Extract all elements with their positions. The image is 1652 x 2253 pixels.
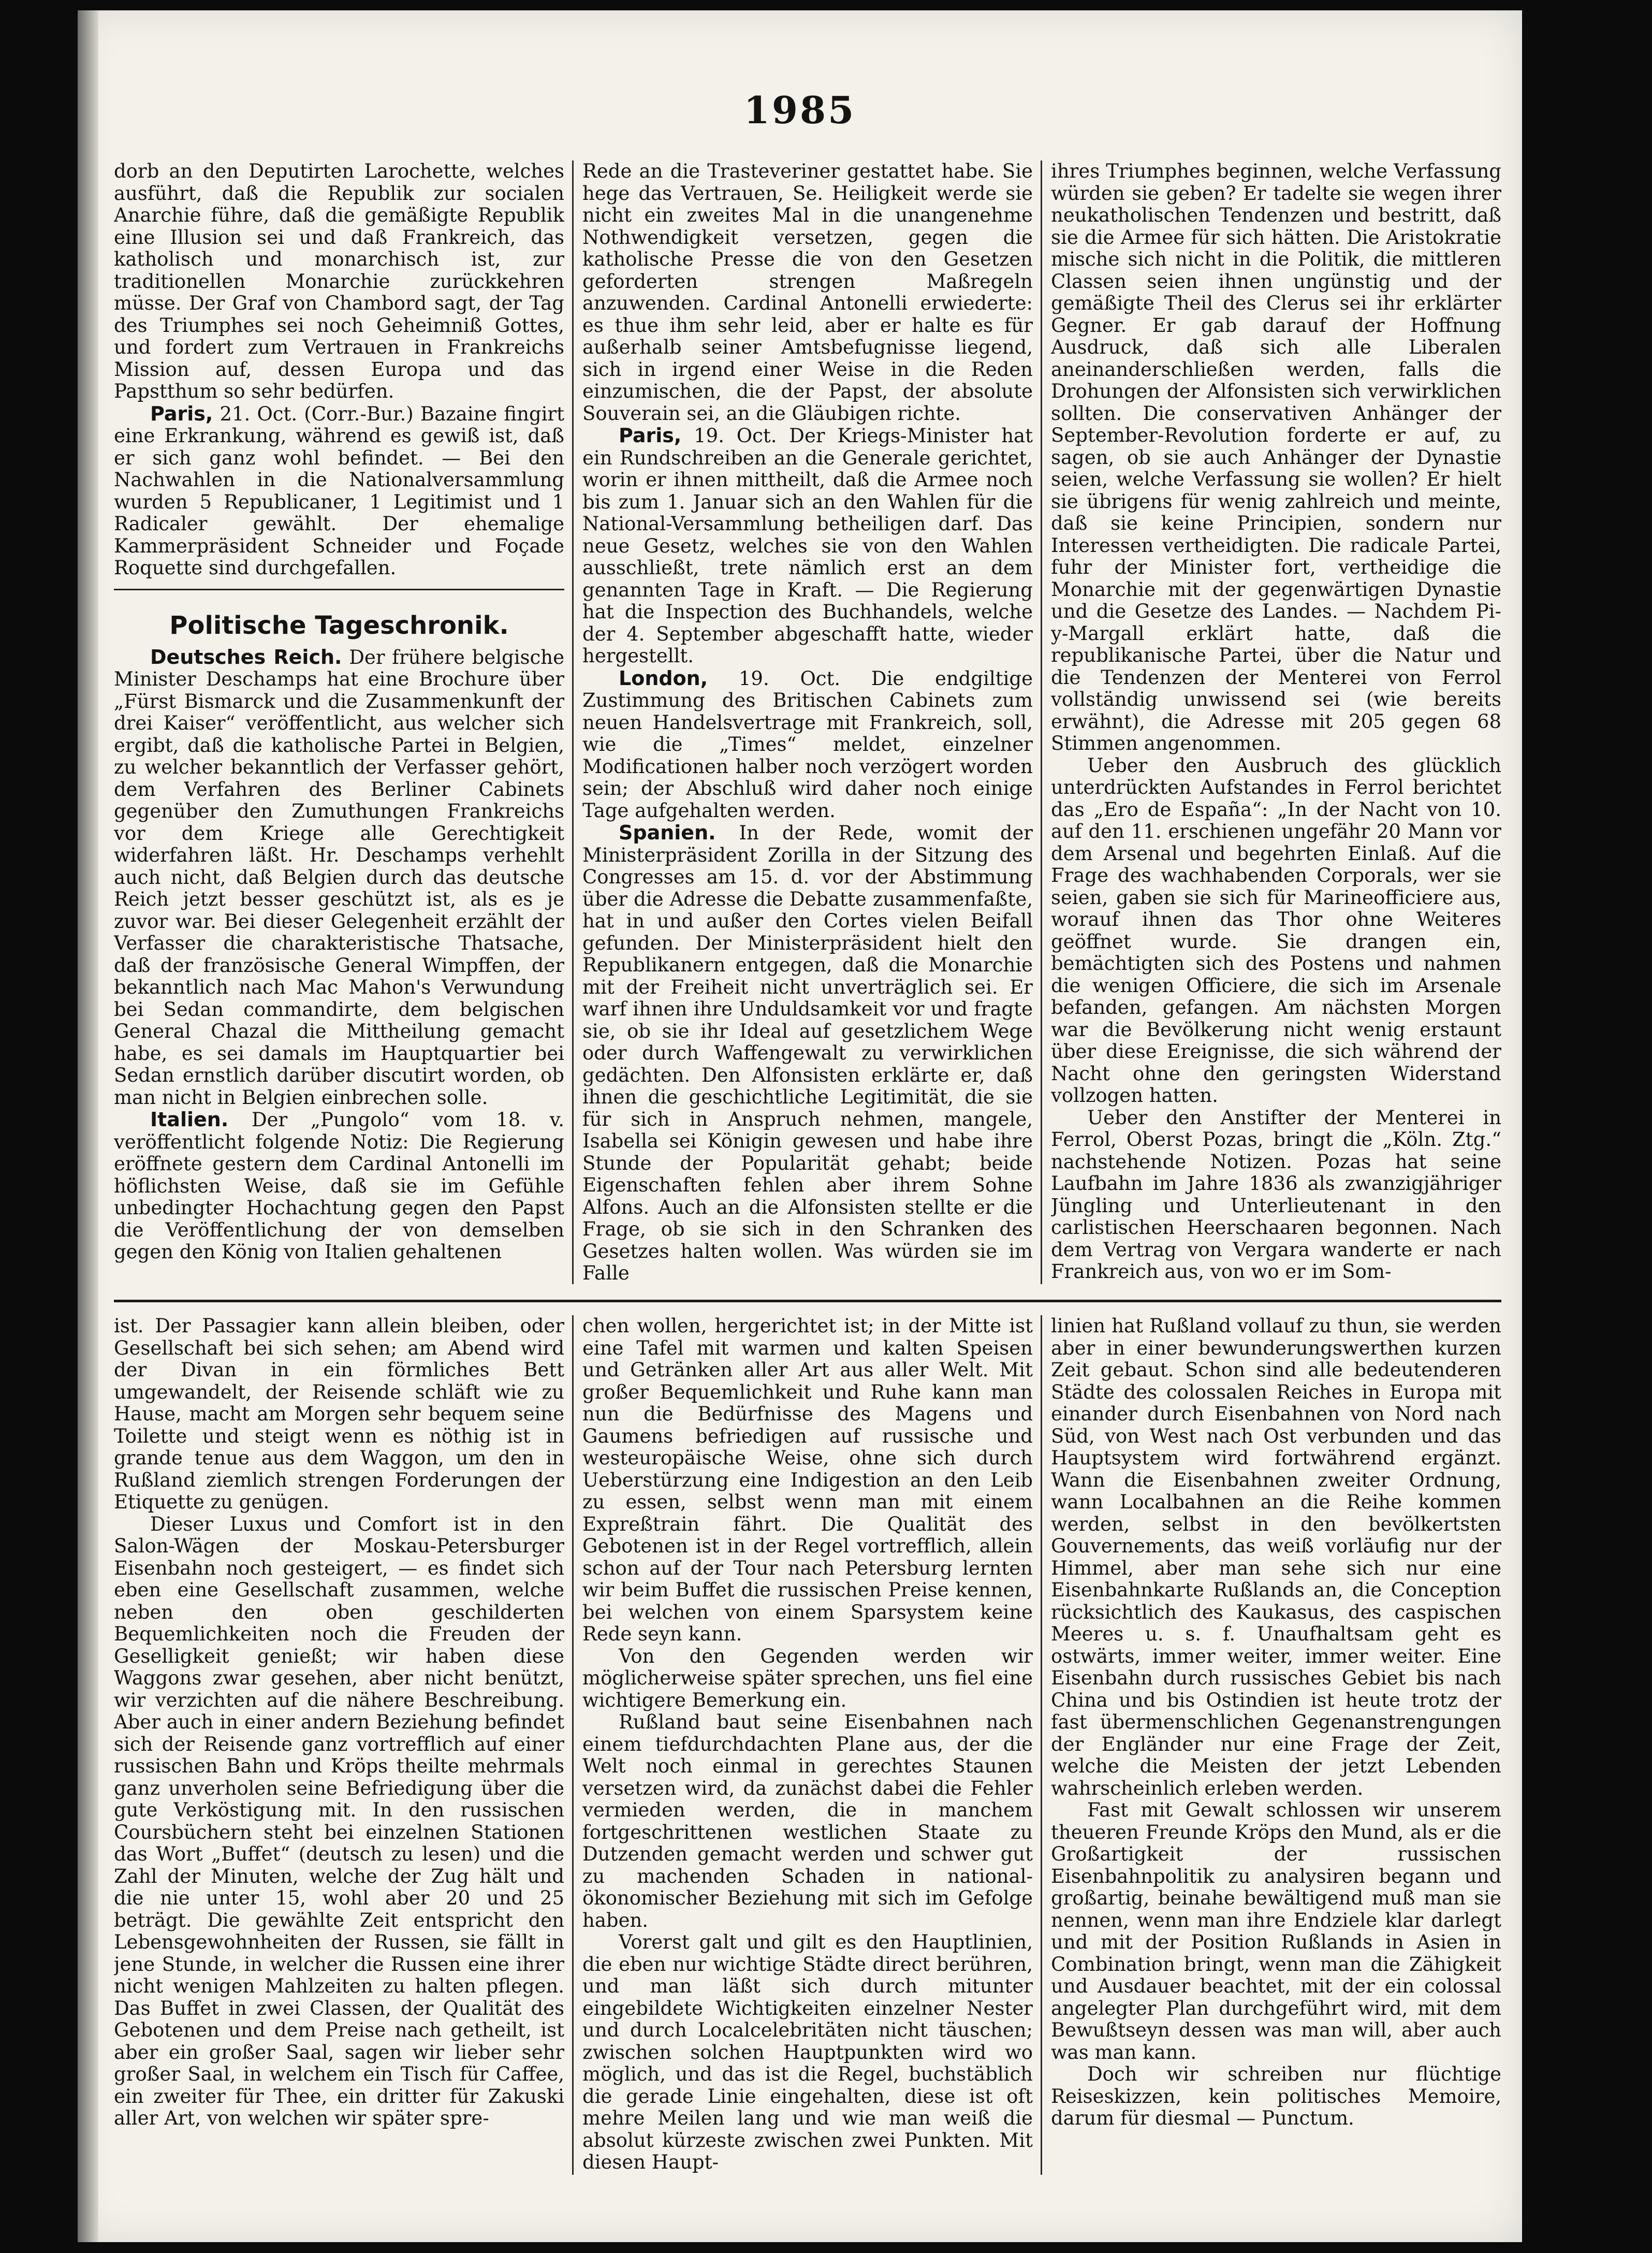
feuilleton-paragraph: Rußland baut seine Eisenbahnen nach einem tiefdurchdachten Plane aus, der die Welt noch einmal in gerechtes Staunen versetzen wird, da zunächst dabei die Fehler vermieden werden, die in manchem fortgeschrittenen westlichen Staate zu Dutzenden gemacht werden und schwer gut zu machenden Schaden in national-ökonomischer Beziehung mit sich im Gefolge haben. <box>582 1711 1033 1931</box>
feuilleton-paragraph: linien hat Rußland vollauf zu thun, sie werden aber in einer bewunderungswerthen kurzen Zeit gebaut. Schon sind alle bedeutenderen Städte des colossalen Reiches in Europa mit einander durch Eisenbahnen von Nord nach Süd, von West nach Ost verbunden und das Hauptsystem wird fortwährend ergänzt. Wann die Eisenbahnen zweiter Ordnung, wann Localbahnen an die Reihe kommen werden, selbst in den bevölkertsten Gouvernements, das weiß vorläufig nur der Himmel, aber man sehe sich nur eine Eisenbahnkarte Rußlands an, die Conception rücksichtlich des Kaukasus, des caspischen Meeres u. s. f. Unaufhaltsam geht es ostwärts, immer weiter, immer weiter. Eine Eisenbahn durch russisches Gebiet bis nach China und bis Ostindien ist heute trotz der fast übermenschlichen Gegenanstrengungen der Engländer nur eine Frage der Zeit, welche die Meisten der jetzt Lebenden wahrscheinlich erleben werden. <box>1051 1315 1501 1799</box>
feuilleton-paragraph: Doch wir schreiben nur flüchtige Reiseskizzen, kein politisches Memoire, darum für diesmal — Punctum. <box>1051 2063 1501 2129</box>
feuilleton-paragraph: chen wollen, hergerichtet ist; in der Mitte ist eine Tafel mit warmen und kalten Speisen und Getränken aller Art aus aller Welt. Mit großer Bequemlichkeit und Ruhe kann man nun die Bedürfnisse des Magens und Gaumens befriedigen auf russische und westeuropäische Weise, ohne sich durch Ueberstürzung eine Indigestion an den Leib zu essen, selbst wenn man mit einem Expreßtrain fährt. Die Qualität des Gebotenen ist in der Regel vortrefflich, allein schon auf der Tour nach Petersburg lernten wir beim Buffet die russischen Preise kennen, bei welchen von einem Sparsystem keine Rede seyn kann. <box>582 1315 1033 1645</box>
dateline-place: London, <box>619 666 708 690</box>
feuilleton-paragraph: Fast mit Gewalt schlossen wir unserem theueren Freunde Kröps den Mund, als er die Großartigkeit der russischen Eisenbahnpolitik zu analysiren begann und großartig, beinahe bewältigend muß man sie nennen, wenn man ihre Endziele klar darlegt und mit der Position Rußlands in Asien in Combination bringt, wenn man die Zähigkeit und Ausdauer beachtet, mit der ein colossal angelegter Plan durchgeführt wird, mit dem Bewußtseyn dessen was man will, aber auch was man kann. <box>1051 1799 1501 2063</box>
article-paragraph: Ueber den Ausbruch des glücklich unterdrückten Aufstandes in Ferrol berichtet das „Ero de España“: „In der Nacht von 10. auf den 11. erschienen ungefähr 20 Mann vor dem Arsenal und begehrten Einlaß. Auf die Frage des wachhabenden Corporals, wer sie seien, gaben sie sich für Marineofficiere aus, worauf ihnen das Thor ohne Weiteres geöffnet wurde. Sie drangen ein, bemächtigten sich des Postens und nahmen die wenigen Officiere, die sich im Arsenale befanden, gefangen. Am nächsten Morgen war die Bevölkerung nicht wenig erstaunt über diese Ereignisse, die sich während der Nacht ohne den geringsten Widerstand vollzogen hatten. <box>1051 754 1501 1107</box>
page-number: 1985 <box>743 88 856 132</box>
article-text: Der frühere belgische Minister Deschamps hat eine Brochure über „Fürst Bismarck und die Zusammenkunft der drei Kaiser“ veröffentlicht, aus welcher sich ergibt, daß die katholische Partei in Belgien, zu welcher bekanntlich der Verfasser gehört, dem Verfahren des Berliner Cabinets gegenüber den Zumuthungen Frankreichs vor dem Kriege alle Gerechtigkeit widerfahren läßt. Hr. Deschamps verhehlt auch nicht, daß Belgien durch das deutsche Reich jetzt besser geschützt ist, als es je zuvor war. Bei dieser Gelegenheit erzählt der Verfasser die charakteristische Thatsache, daß der französische General Wimpffen, der bekanntlich nach Mac Mahon's Verwundung bei Sedan commandirte, dem belgischen General Chazal die Mittheilung gemacht habe, es sei damals im Hauptquartier bei Sedan ernstlich darüber discutirt worden, ob man nicht in Belgien einbrechen solle. <box>114 646 564 1109</box>
bottom-column-2 <box>582 1315 1033 2175</box>
feuilleton-paragraph: Dieser Luxus und Comfort ist in den Salon-Wägen der Moskau-Petersburger Eisenbahn noch gesteigert, — es findet sich eben eine Gesellschaft zusammen, welche neben den oben geschilderten Bequemlichkeiten noch die Freuden der Geselligkeit genießt; wir haben diese Waggons zwar gesehen, aber nicht benützt, wir verzichten auf die nähere Beschreibung. Aber auch in einer andern Beziehung befindet sich der Reisende ganz vortrefflich auf einer russischen Bahn und Kröps theilte mehrmals ganz unverholen seine Befriedigung über die gute Verköstigung mit. In den russischen Coursbüchern steht bei einzelnen Stationen das Wort „Buffet“ (deutsch zu lesen) und die Zahl der Minuten, welche der Zug hält und die nie unter 15, wohl aber 20 und 25 beträgt. Die gewählte Zeit entspricht den Lebensgewohnheiten der Russen, sie fällt in jene Stunde, in welcher die Russen eine ihrer nicht wenigen Mahlzeiten zu halten pflegen. Das Buffet in zwei Classen, der Qualität des Gebotenen und dem Preise nach getheilt, ist aber ein großer Saal, sagen wir lieber sehr großer Saal, in welchem ein Tisch für Caffee, ein zweiter für Thee, ein dritter für Zakuski aller Art, von welchen wir später spre- <box>114 1513 564 2129</box>
section-heading: Politische Tageschronik. <box>169 611 509 640</box>
article-paragraph <box>582 822 1033 1284</box>
dateline-place: Paris, <box>150 402 213 425</box>
newspaper-page <box>78 10 1522 2242</box>
dateline-place: Deutsches Reich. <box>150 645 342 668</box>
feuilleton-paragraph: Vorerst galt und gilt es den Hauptlinien, die eben nur wichtige Städte direct berühren, und man läßt sich durch mitunter eingebildete Wichtigkeiten einzelner Nester und durch Localcelebritäten nicht täuschen; zwischen solchen Hauptpunkten wird wo möglich, und das ist die Regel, buchstäblich die gerade Linie eingehalten, diese ist oft mehre Meilen lang und wie man weiß die absolut kürzeste zwischen zwei Punkten. Mit diesen Haupt- <box>582 1931 1033 2173</box>
article-text: 21. Oct. (Corr.-Bur.) Bazaine fingirt eine Erkrankung, während es gewiß ist, daß er sich ganz wohl befindet. — Bei den Nachwahlen in die Nationalversammlung wurden 5 Republicaner, 1 Legitimist und 1 Radicaler gewählt. Der ehemalige Kammerpräsident Schneider und Foçade Roquette sind durchgefallen. <box>114 402 564 579</box>
top-column-2 <box>582 161 1033 1284</box>
article-paragraph: Ueber den Anstifter der Menterei in Ferrol, Oberst Pozas, bringt die „Köln. Ztg.“ nachstehende Notizen. Pozas hat seine Laufbahn im Jahre 1836 als zwanzigjähriger Jüngling und Unterlieutenant in den carlistischen Heerschaaren begonnen. Nach dem Vertrag von Vergara wanderte er nach Frankreich aus, von wo er im Som- <box>1051 1106 1501 1283</box>
feuilleton-divider <box>114 1300 1501 1302</box>
article-paragraph: dorb an den Deputirten Larochette, welches ausführt, daß die Republik zur socialen Anarchie führe, daß die gemäßigte Republik eine Illusion sei und daß Frankreich, das katholisch und monarchisch ist, zur traditionellen Monarchie zurückkehren müsse. Der Graf von Chambord sagt, der Tag des Triumphes sei noch Geheimniß Gottes, und fordert zum Vertrauen in Frankreichs Mission auf, dessen Europa und das Papstthum so sehr bedürfen. <box>114 161 564 402</box>
article-text: 19. Oct. Die endgiltige Zustimmung des Britischen Cabinets zum neuen Handelsvertrage mit Frankreich, soll, wie die „Times“ meldet, einzelner Modificationen halber noch verzögert worden sein; der Abschluß wird daher noch einige Tage aufgehalten werden. <box>582 667 1033 822</box>
section-divider <box>114 589 564 590</box>
article-paragraph <box>114 1109 564 1263</box>
column-rule <box>1041 161 1042 1284</box>
bottom-column-3 <box>1051 1315 1501 2175</box>
feuilleton-paragraph: Von den Gegenden werden wir möglicherweise später sprechen, uns fiel eine wichtigere Bemerkung ein. <box>582 1645 1033 1711</box>
dateline-place: Spanien. <box>619 821 716 844</box>
top-column-1 <box>114 161 564 1284</box>
page-edge-shadow <box>78 10 98 2242</box>
dateline-place: Paris, <box>619 424 682 447</box>
article-text: 19. Oct. Der Kriegs-Minister hat ein Rundschreiben an die Generale gerichtet, worin er ihnen mittheilt, daß die Armee noch bis zum 1. Januar sich an den Wahlen für die National-Versammlung betheiligen darf. Das neue Gesetz, welches sie von den Wahlen ausschließt, trete nämlich erst an dem genannten Tage in Kraft. — Die Regierung hat die Inspection des Buchhandels, welche der 4. September abgeschafft hatte, wieder hergestellt. <box>582 425 1033 667</box>
article-paragraph <box>582 667 1033 822</box>
article-paragraph: ihres Triumphes beginnen, welche Verfassung würden sie geben? Er tadelte sie wegen ihrer neukatholischen Tendenzen und bestritt, daß sie die Armee für sich hätten. Die Aristokratie mische sich nicht in die Politik, die mittleren Classen seien ihnen ungünstig und der gemäßigte Theil des Clerus sei ihr erklärter Gegner. Er gab darauf der Hoffnung Ausdruck, daß sich alle Liberalen aneinanderschließen werden, falls die Drohungen der Alfonsisten sich verwirklichen sollten. Die conservativen Anhänger der September-Revolution forderte er auf, zu sagen, ob sie auch Anhänger der Dynastie seien, welche Verfassung sie wollen? Er hielt sie übrigens für wenig zahlreich und meinte, daß sie keine Principien, sondern nur Interessen vertheidigten. Die radicale Partei, fuhr der Minister fort, vertheidige die Monarchie mit der gegenwärtigen Dynastie und die Gesetze des Landes. — Nachdem Pi-y-Margall erklärt hatte, daß die republikanische Partei, über die Natur und die Tendenzen der Menterei von Ferrol vollständig unwissend sei (wie bereits erwähnt), die Adresse mit 205 gegen 68 Stimmen angenommen. <box>1051 161 1501 754</box>
top-column-3 <box>1051 161 1501 1284</box>
bottom-column-1 <box>114 1315 564 2175</box>
article-text: In der Rede, womit der Ministerpräsident Zorilla in der Sitzung des Congresses am 15. d. vor der Abstimmung über die Adresse die Debatte zusammenfaßte, hat in und außer den Cortes vielen Beifall gefunden. Der Ministerpräsident hielt den Republikanern entgegen, daß die Monarchie mit der Freiheit nicht unverträglich sei. Er warf ihnen ihre Unduldsamkeit vor und fragte sie, ob sie ihr Ideal auf gesetzlichem Wege oder durch Waffengewalt zu verwirklichen gedächten. Den Alfonsisten erklärte er, daß ihnen die geschichtliche Legitimität, die sie für sich in Anspruch nehmen, mangele, Isabella sei Königin gewesen und habe ihre Stunde der Popularität gehabt; beide Eigenschaften fehlen aber ihrem Sohne Alfons. Auch an die Alfonsisten stellte er die Frage, ob sie sich in den Schranken des Gesetzes halten wollen. Was würden sie im Falle <box>582 822 1033 1284</box>
article-text: Der „Pungolo“ vom 18. v. veröffentlicht folgende Notiz: Die Regierung eröffnete gestern dem Cardinal Antonelli im höflichsten Weise, daß sie im Gefühle unbedingter Hochachtung gegen den Papst die Veröffentlichung der von demselben gegen den König von Italien gehaltenen <box>114 1109 564 1263</box>
article-paragraph <box>114 646 564 1109</box>
article-paragraph: Rede an die Trasteveriner gestattet habe. Sie hege das Vertrauen, Se. Heiligkeit werde sie nicht ein zweites Mal in die unangenehme Nothwendigkeit versetzen, gegen die katholische Presse die von den Gesetzen geforderten strengen Maßregeln anzuwenden. Cardinal Antonelli erwiederte: es thue ihm sehr leid, aber er halte es für außerhalb seiner Amtsbefugnisse liegend, sich in irgend einer Weise in die Reden einzumischen, die der Papst, der absolute Souverain sei, an die Gläubigen richte. <box>582 161 1033 425</box>
column-rule <box>1041 1315 1042 2175</box>
column-rule <box>572 1315 574 2175</box>
column-rule <box>572 161 574 1284</box>
article-paragraph <box>582 425 1033 667</box>
article-paragraph <box>114 403 564 579</box>
feuilleton-paragraph: ist. Der Passagier kann allein bleiben, oder Gesellschaft bei sich sehen; am Abend wird der Divan in ein förmliches Bett umgewandelt, der Reisende schläft wie zu Hause, macht am Morgen sehr bequem seine Toilette und steigt wenn es nöthig ist in grande tenue aus dem Waggon, um den in Rußland ziemlich strengen Forderungen der Etiquette zu genügen. <box>114 1315 564 1513</box>
dateline-place: Italien. <box>150 1108 229 1131</box>
